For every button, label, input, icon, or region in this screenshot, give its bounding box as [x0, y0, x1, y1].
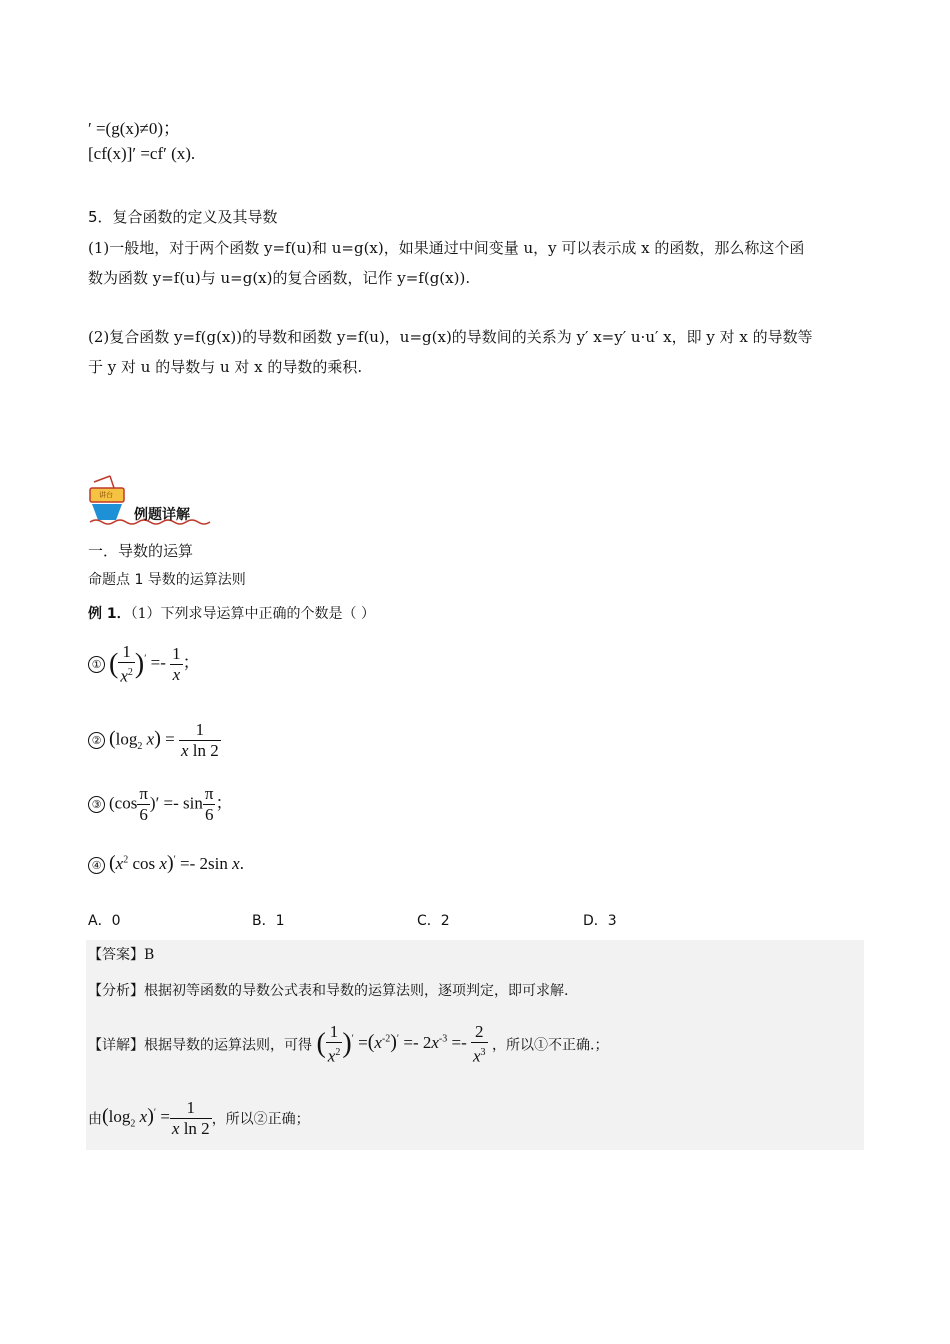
choice-c[interactable]: C．2: [417, 913, 450, 929]
example-label: 例 1．: [88, 606, 131, 622]
example-banner: [86, 474, 216, 528]
choice-d[interactable]: D．3: [583, 913, 617, 929]
item-4: ④ ($x^2$ cos x)′ =- 2sin x.: [88, 852, 244, 875]
item-tail: ；: [182, 653, 200, 673]
subtopic-heading: 命题点 1 导数的运算法则: [88, 572, 246, 588]
item-number: ②: [88, 732, 105, 749]
detail-line-2: 由($\log_2$ x)′ = $\frac{1}{\text{x ln 2}}$ ，所以②正确；: [88, 1098, 310, 1138]
item-number: ①: [88, 656, 105, 673]
chain-rule-line2: 于 y 对 u 的导数与 u 对 x 的导数的乘积.: [88, 358, 363, 376]
detail-suffix: ，所以①不正确.；: [492, 1037, 609, 1054]
item-tail: .: [239, 854, 244, 873]
quotient-rule-tail: ′ =(g(x)≠0)；: [88, 119, 181, 138]
detail-prefix: 【详解】根据导数的运算法则，可得: [88, 1037, 312, 1054]
composite-definition-line1: (1)一般地，对于两个函数 y=f(u)和 u=g(x)，如果通过中间变量 u，y 可以表示成 x 的函数，那么称这个函: [88, 239, 805, 257]
item-number: ③: [88, 796, 105, 813]
constant-multiple-rule: [cf(x)]′ =cf′ (x).: [88, 144, 196, 163]
line2-suffix: ，所以②正确；: [211, 1111, 310, 1128]
section-heading: 5．复合函数的定义及其导数: [88, 208, 278, 226]
analysis-line: 【分析】根据初等函数的导数公式表和导数的运算法则，逐项判定，即可求解.: [88, 983, 569, 999]
example-text: （1）下列求导运算中正确的个数是（ ）: [130, 606, 375, 622]
choice-b[interactable]: B．1: [252, 913, 285, 929]
item-tail: ；: [215, 793, 233, 813]
line2-prefix: 由: [88, 1111, 102, 1128]
item-2: ② ($\log_2$ x) = $\frac{1}{\text{x ln 2}}$: [88, 720, 221, 761]
item-1: ① ( $\frac{1}{x^2}$ )′ =- $\frac{1}{x}$ ；: [88, 642, 200, 687]
chain-rule-line1: (2)复合函数 y=f(g(x))的导数和函数 y=f(u)，u=g(x)的导数间的关系为 y′ x=y′ u·u′ x，即 y 对 x 的导数等: [88, 328, 813, 346]
detail-line: 【详解】根据导数的运算法则，可得 ( $\frac{1}{x^2}$ )$' =(x^{-2})' =- 2x^{-3}$ =- $\frac{2}{x^3}$ ，所以①不正确.；: [88, 1022, 609, 1066]
chain-rule: [88, 322, 864, 382]
podium-sign-text: 讲台: [99, 491, 113, 499]
example-question: [88, 603, 375, 623]
choice-a[interactable]: A．0: [88, 913, 121, 929]
item-number: ④: [88, 857, 105, 874]
banner-title: 例题详解: [134, 507, 190, 523]
item-3: ③ (cos $\frac{\pi}{6}$ )′ =- sin $\frac{\pi}{6}$ ；: [88, 784, 232, 825]
composite-definition: [88, 233, 864, 293]
answer-line: 【答案】B: [88, 947, 155, 963]
composite-definition-line2: 数为函数 y=f(u)与 u=g(x)的复合函数，记作 y=f(g(x)).: [88, 269, 471, 287]
topic-heading: 一．导数的运算: [88, 542, 194, 560]
